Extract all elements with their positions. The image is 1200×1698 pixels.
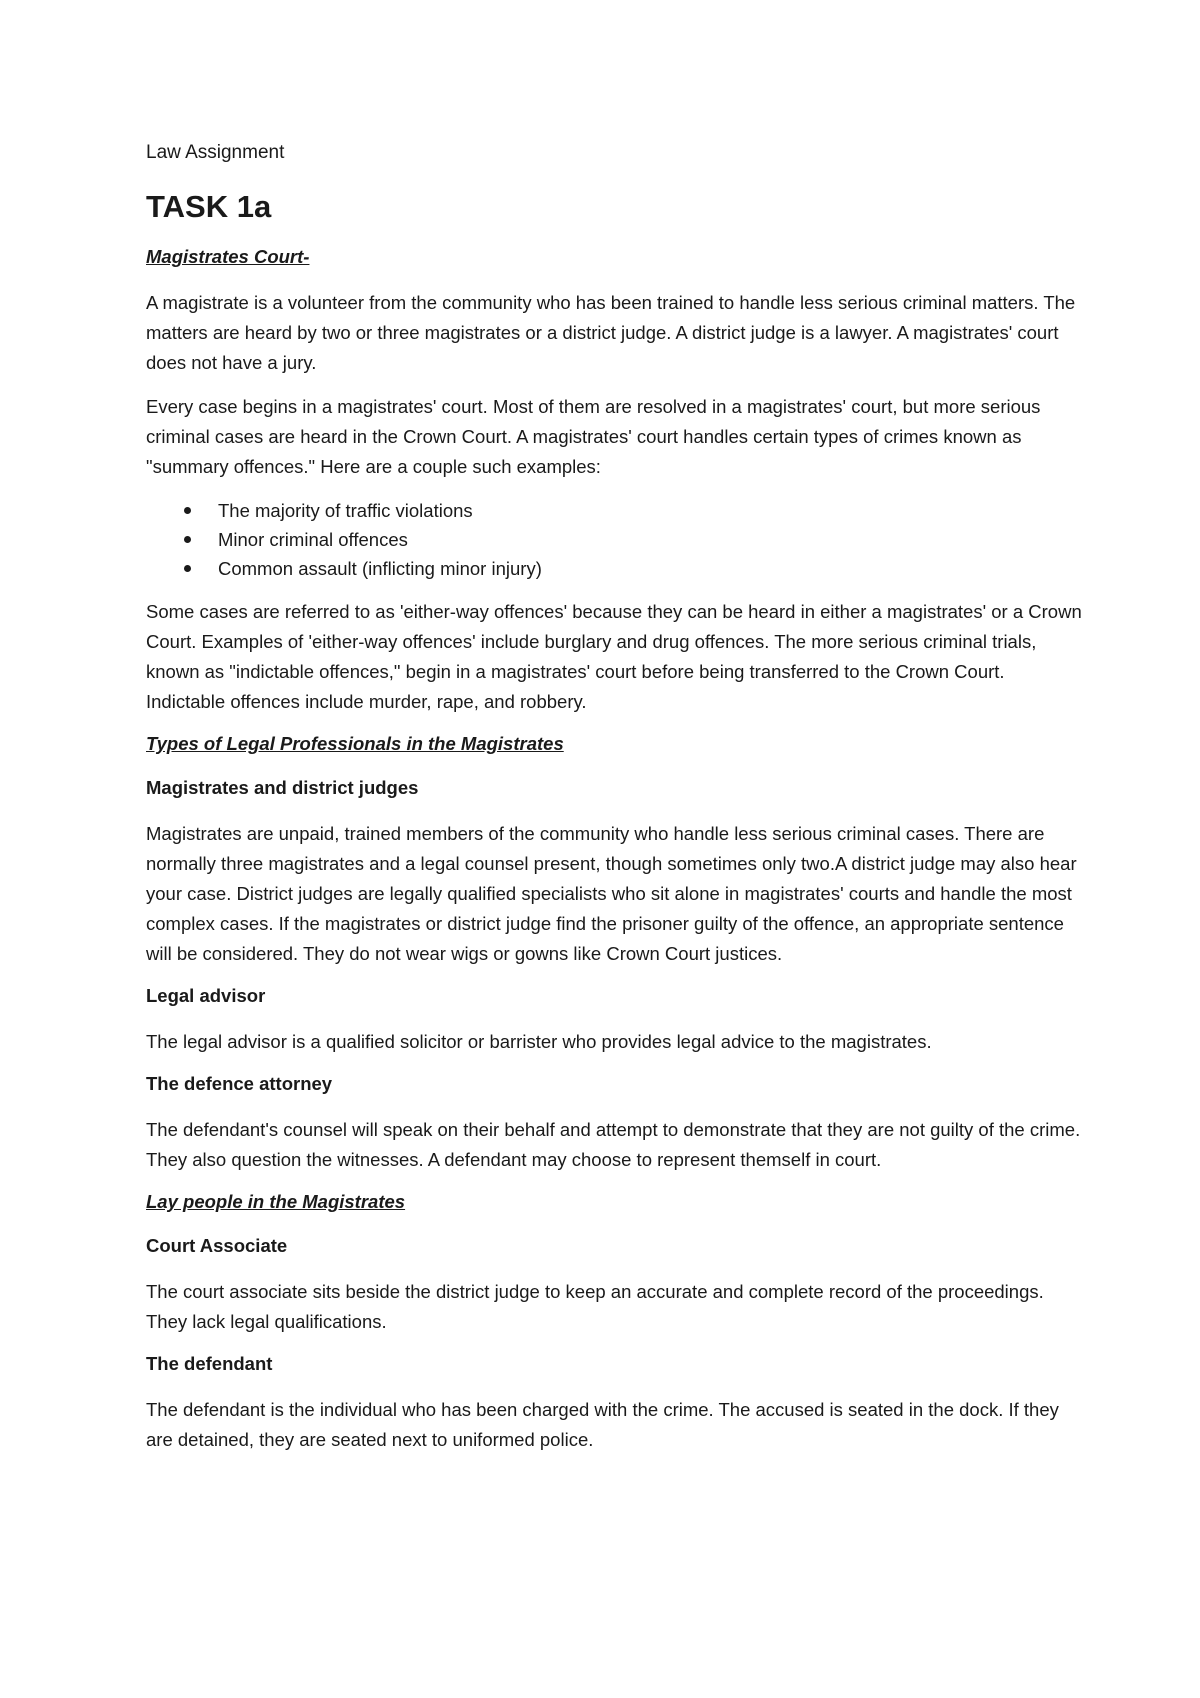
- list-item: [146, 554, 1086, 583]
- intro-paragraph: A magistrate is a volunteer from the community who has been trained to handle less serious criminal matters. The matters are heard by two or three magistrates or a district judge. A district judge is a lawyer. A magistrates' court does not have a jury.: [146, 292, 1076, 373]
- list-item-text: Common assault (inflicting minor injury): [218, 558, 542, 579]
- bullet-icon: [184, 565, 191, 572]
- lay-person-description: The court associate sits beside the district judge to keep an accurate and complete record of the proceedings. They lack legal qualifications.: [146, 1281, 1044, 1332]
- document-page: [146, 140, 1086, 1469]
- either-way-paragraph: Some cases are referred to as 'either-way offences' because they can be heard in either a magistrates' or a Crown Court. Examples of 'either-way offences' include burglary and drug offences. The more serious criminal trials, known as "indictable offences," begin in a magistrates' court before being transferred to the Crown Court. Indictable offences include murder, rape, and robbery.: [146, 601, 1082, 712]
- lay-people-heading: Lay people in the Magistrates: [146, 1191, 406, 1212]
- professional-description: The legal advisor is a qualified solicitor or barrister who provides legal advice to the magistrates.: [146, 1031, 932, 1052]
- legal-professionals-heading: Types of Legal Professionals in the Magistrates: [146, 733, 564, 754]
- lay-person-description: The defendant is the individual who has been charged with the crime. The accused is seated in the dock. If they are detained, they are seated next to uniformed police.: [146, 1399, 1059, 1450]
- list-item: [146, 525, 1086, 554]
- professional-description: The defendant's counsel will speak on their behalf and attempt to demonstrate that they are not guilty of the crime. They also question the witnesses. A defendant may choose to represent themself in court.: [146, 1119, 1081, 1170]
- lay-person-title: The defendant: [146, 1353, 273, 1374]
- task-title: TASK 1a: [146, 189, 272, 224]
- bullet-icon: [184, 536, 191, 543]
- professional-title: The defence attorney: [146, 1073, 333, 1094]
- professional-title: Magistrates and district judges: [146, 777, 419, 798]
- lay-person-title: Court Associate: [146, 1235, 288, 1256]
- list-item: [146, 496, 1086, 525]
- document-label: Law Assignment: [146, 142, 285, 163]
- intro-paragraph: Every case begins in a magistrates' court. Most of them are resolved in a magistrates' court, but more serious criminal cases are heard in the Crown Court. A magistrates' court handles certain types of crimes known as "summary offences." Here are a couple such examples:: [146, 396, 1041, 477]
- professional-description: Magistrates are unpaid, trained members of the community who handle less serious criminal cases. There are normally three magistrates and a legal counsel present, though sometimes only two.A district judge may also hear your case. District judges are legally qualified specialists who sit alone in magistrates' courts and handle the most complex cases. If the magistrates or district judge find the prisoner guilty of the offence, an appropriate sentence will be considered. They do not wear wigs or gowns like Crown Court justices.: [146, 823, 1077, 964]
- list-item-text: Minor criminal offences: [218, 529, 408, 550]
- magistrates-court-heading: Magistrates Court-: [146, 246, 310, 267]
- summary-offences-list: [146, 496, 1086, 583]
- professional-title: Legal advisor: [146, 985, 266, 1006]
- bullet-icon: [184, 507, 191, 514]
- list-item-text: The majority of traffic violations: [218, 500, 473, 521]
